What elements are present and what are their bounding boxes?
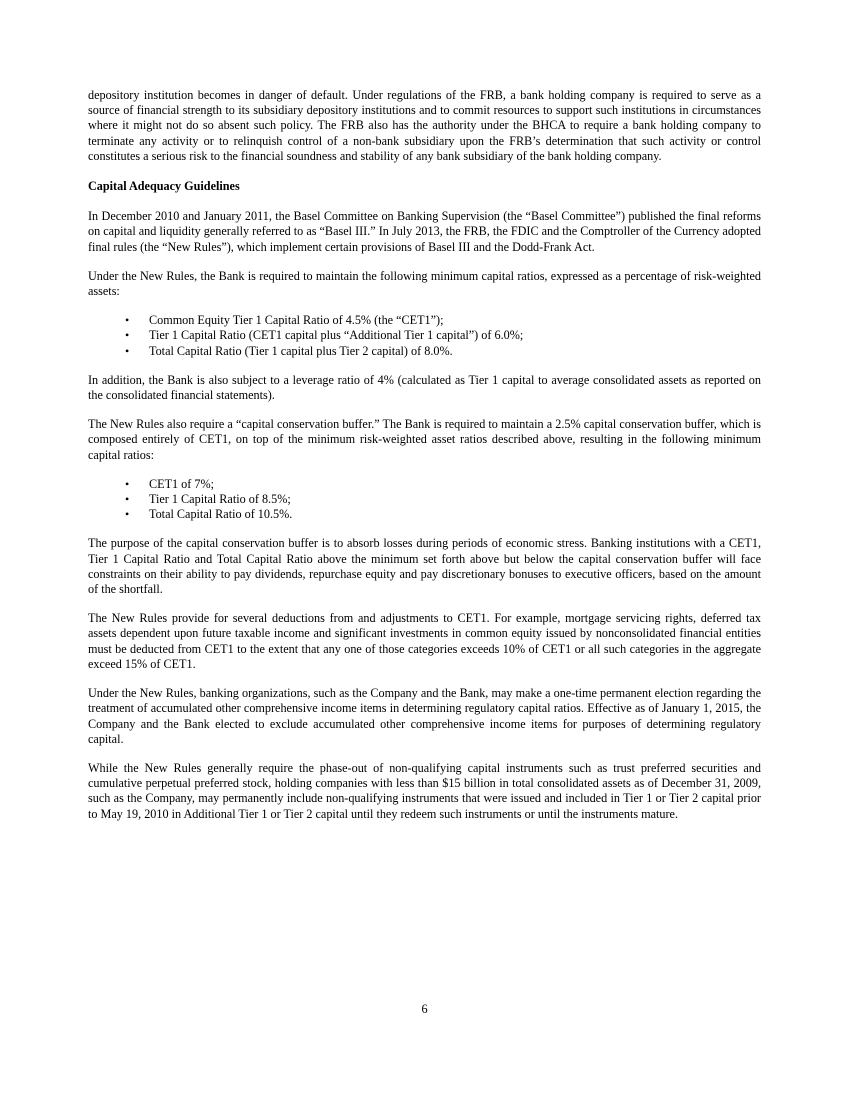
bullet-icon: • bbox=[125, 313, 130, 328]
paragraph-minimum-ratios-intro: Under the New Rules, the Bank is required to maintain the following minimum capital ratios, expressed as a percentage of risk-weighted assets: bbox=[88, 268, 761, 299]
list-item bbox=[125, 492, 761, 507]
list-item bbox=[125, 343, 761, 359]
list-item bbox=[125, 476, 761, 492]
list-item-text: Common Equity Tier 1 Capital Ratio of 4.5% (the “CET1”); bbox=[149, 313, 444, 328]
paragraph-conservation-buffer: The New Rules also require a “capital conservation buffer.” The Bank is required to maintain a 2.5% capital conservation buffer, which is composed entirely of CET1, on top of the minimum risk-weighted asset ratios described above, resulting in the following minimum capital ratios: bbox=[88, 417, 761, 462]
list-item-text: Total Capital Ratio (Tier 1 capital plus Tier 2 capital) of 8.0%. bbox=[149, 343, 453, 358]
page-number: 6 bbox=[421, 1002, 428, 1016]
paragraph-basel-iii: In December 2010 and January 2011, the Basel Committee on Banking Supervision (the “Basel Committee”) published the final reforms on capital and liquidity generally referred to as “Basel III.” In July 2013, the FRB, the FDIC and the Comptroller of the Currency adopted final rules (the “New Rules”), which implement certain provisions of Basel III and the Dodd-Frank Act. bbox=[88, 209, 761, 254]
bullet-icon: • bbox=[125, 476, 130, 491]
paragraph-bank-holding-support: depository institution becomes in danger of default. Under regulations of the FRB, a bank holding company is required to serve as a source of financial strength to its subsidiary depository institutions and to commit resources to support such institutions in circumstances where it might not do so absent such policy. The FRB also has the authority under the BHCA to require a bank holding company to terminate any activity or to relinquish control of a non-bank subsidiary upon the FRB’s determination that such activity or control constitutes a serious risk to the financial soundness and stability of any bank subsidiary of the bank holding company. bbox=[88, 88, 761, 163]
list-item bbox=[125, 507, 761, 522]
section-heading-capital-adequacy: Capital Adequacy Guidelines bbox=[88, 179, 240, 194]
list-item bbox=[125, 328, 761, 343]
minimum-capital-ratios-list bbox=[88, 313, 761, 359]
paragraph-aoci-election: Under the New Rules, banking organizations, such as the Company and the Bank, may make a one-time permanent election regarding the treatment of accumulated other comprehensive income items in determining regulatory capital ratios. Effective as of January 1, 2015, the Company and the Bank elected to exclude accumulated other comprehensive income items for purposes of determining regulatory capital. bbox=[88, 686, 761, 746]
paragraph-cet1-deductions: The New Rules provide for several deductions from and adjustments to CET1. For example, mortgage servicing rights, deferred tax assets dependent upon future taxable income and significant investments in common equity issued by nonconsolidated financial entities must be deducted from CET1 to the extent that any one of those categories exceeds 10% of CET1 or all such categories in the aggregate exceed 15% of CET1. bbox=[88, 611, 761, 671]
document-page bbox=[88, 88, 761, 836]
bullet-icon: • bbox=[125, 492, 130, 507]
list-item-text: CET1 of 7%; bbox=[149, 476, 214, 491]
bullet-icon: • bbox=[125, 328, 130, 343]
bullet-icon: • bbox=[125, 507, 130, 522]
buffered-capital-ratios-list bbox=[88, 477, 761, 523]
list-item-text: Total Capital Ratio of 10.5%. bbox=[149, 507, 293, 522]
bullet-icon: • bbox=[125, 343, 130, 358]
paragraph-non-qualifying-instruments: While the New Rules generally require the phase-out of non-qualifying capital instruments such as trust preferred securities and cumulative perpetual preferred stock, holding companies with less than $15 billion in total consolidated assets as of December 31, 2009, such as the Company, may permanently include non-qualifying instruments that were issued and included in Tier 1 or Tier 2 capital prior to May 19, 2010 in Additional Tier 1 or Tier 2 capital until they redeem such instruments or until the instruments mature. bbox=[88, 760, 761, 821]
list-item-text: Tier 1 Capital Ratio (CET1 capital plus “Additional Tier 1 capital”) of 6.0%; bbox=[149, 328, 524, 343]
list-item bbox=[125, 313, 761, 328]
paragraph-leverage-ratio: In addition, the Bank is also subject to a leverage ratio of 4% (calculated as Tier 1 capital to average consolidated assets as reported on the consolidated financial statements). bbox=[88, 372, 761, 403]
list-item-text: Tier 1 Capital Ratio of 8.5%; bbox=[149, 492, 291, 507]
paragraph-buffer-purpose: The purpose of the capital conservation buffer is to absorb losses during periods of economic stress. Banking institutions with a CET1, Tier 1 Capital Ratio and Total Capital Ratio above the minimum set forth above but below the capital conservation buffer will face constraints on their ability to pay dividends, repurchase equity and pay discretionary bonuses to executive officers, based on the amount of the shortfall. bbox=[88, 536, 761, 597]
